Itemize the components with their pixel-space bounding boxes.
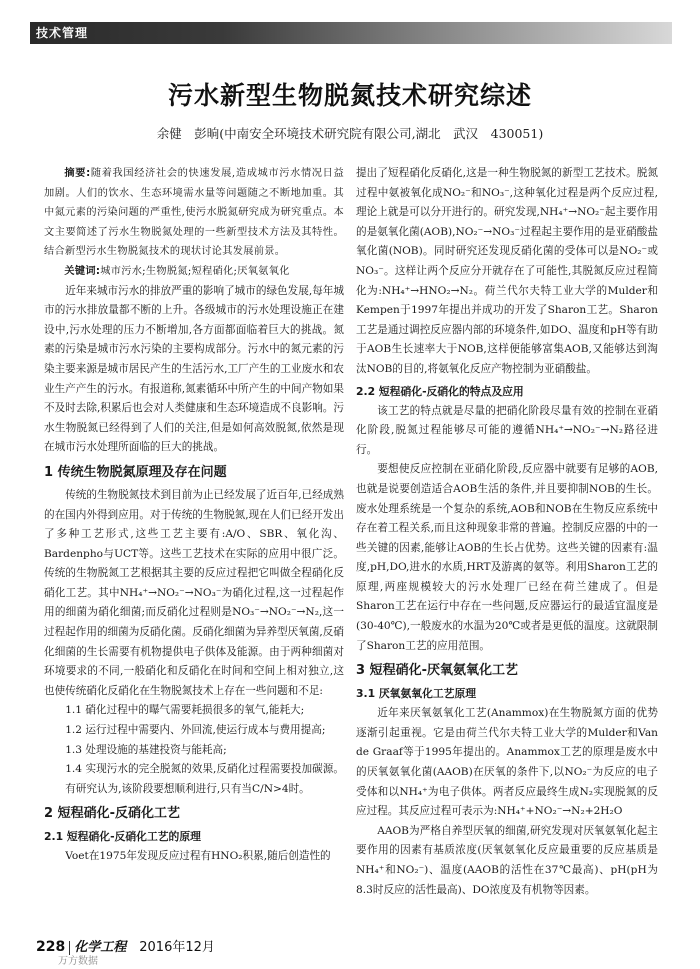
section-tag: 技术管理 xyxy=(36,26,89,40)
section-3-heading: 3 短程硝化-厌氧氨氧化工艺 xyxy=(356,663,518,679)
keywords-label: 关键词: xyxy=(64,265,101,277)
section-1-heading: 1 传统生物脱氮原理及存在问题 xyxy=(44,464,227,480)
list-item: 1.4 实现污水的完全脱氮的效果,反硝化过程需要投加碳源。有研究认为,该阶段要想顺利进行,只有当C/N>4时。 xyxy=(65,763,344,795)
issue-date: 2016年12月 xyxy=(139,940,215,955)
keywords-text: 城市污水;生物脱氮;短程硝化;厌氧氨氧化 xyxy=(100,265,290,277)
section-3-1-paragraph-2: AAOB为严格自养型厌氧的细菌,研究发现对厌氧氨氧化起主要作用的因素有基质浓度(厌氧氨氧化反应最重要的反应基质是NH₄⁺和NO₂⁻)、温度(AAOB的活性在37℃最高)、pH(pH为8.3时反应的活性最高)、DO浓度及有机物等因素。 xyxy=(356,824,658,896)
list-item: 1.2 运行过程中需要内、外回流,使运行成本与费用提高; xyxy=(65,724,326,737)
abstract xyxy=(44,164,344,262)
list-item: 1.1 硝化过程中的曝气需要耗损很多的氧气,能耗大; xyxy=(65,704,305,717)
magazine-name: 化学工程 xyxy=(74,940,127,955)
intro-paragraph: 近年来城市污水的排放严重的影响了城市的绿色发展,每年城市的污水排放量都不断的上升。各级城市的污水处理设施正在建设中,污水处理的压力不断增加,各方面都面临着巨大的挑战。氮素的污染是城市污水污染的主要构成部分。污水中的氮元素的污染主要来源是城市居民产生的生活污水,工厂产生的工业废水和农业生产产生的污水。有报道称,氮素循环中所产生的中间产物如果不及时去除,积累后也会对人类健康和生态环境造成不良影响。污水生物脱氮已经得到了人们的关注,但是如何高效脱氮,依然是现在城市污水处理所面临的巨大的挑战。 xyxy=(44,284,344,454)
abstract-text: 随着我国经济社会的快速发展,造成城市污水情况日益加剧。人们的饮水、生态环境需水量等问题随之不断地加重。其中氮元素的污染问题的严重性,使污水脱氮研究成为研究重点。本文主要简述了污水生物脱氮处理的一些新型技术方法及其特性。结合新型污水生物脱氮技术的现状讨论其发展前景。 xyxy=(44,168,345,258)
list-item: 1.3 处理设施的基建投资与能耗高; xyxy=(65,743,227,756)
page-number: 228 xyxy=(36,939,66,955)
section-2-2-heading: 2.2 短程硝化-反硝化的特点及应用 xyxy=(356,384,524,398)
continued-paragraph: 提出了短程硝化反硝化,这是一种生物脱氮的新型工艺技术。脱氮过程中氨被氧化成NO₂⁻和NO₃⁻,这种氧化过程是两个反应过程,理论上就是可以分开进行的。研究发现,NH₄⁺→NO₂⁻起主要作用的是氨氧化菌(AOB),NO₂⁻→NO₃⁻过程起主要作用的是亚硝酸盐氧化菌(NOB)。同时研究还发现反硝化菌的受体可以是NO₂⁻或NO₃⁻。这样让两个反应分开就存在了可能性,其脱氮反应过程简化为:NH₄⁺→HNO₂→N₂。荷兰代尔夫特工业大学的Mulder和Kempen于1997年提出并成功的开发了Sharon工艺。Sharon工艺是通过调控反应器内部的环境条件,如DO、温度和pH等有助于AOB生长速率大于NOB,这样便能够富集AOB,又能够达到淘汰NOB的目的,将氨氧化反应产物控制为亚硝酸盐。 xyxy=(356,167,658,375)
keywords xyxy=(44,262,344,282)
section-2-2-paragraph-2: 要想使反应控制在亚硝化阶段,反应器中就要有足够的AOB,也就是说要创造适合AOB生活的条件,并且要抑制NOB的生长。废水处理系统是一个复杂的系统,AOB和NOB在生物反应系统中存在着工程关系,而且这种现象非常的普遍。控制反应器的中的一些关键的因素,能够让AOB的生长占优势。这些关键的因素有:温度,pH,DO,进水的水质,HRT及游离的氨等。利用Sharon工艺的原理,两座规模较大的污水处理厂已经在荷兰建成了。但是Sharon工艺在运行中存在一些问题,反应器运行的最适宜温度是(30-40℃),一般废水的水温为20℃或者是更低的温度。这就限制了Sharon工艺的应用范围。 xyxy=(356,463,658,652)
section-1-paragraph: 传统的生物脱氮技术到目前为止已经发展了近百年,已经成熟的在国内外得到应用。对于传统的生物脱氮,现在人们已经开发出了多种工艺形式,这些工艺主要有:A/O、SBR、氧化沟、Bardenpho与UCT等。这些工艺技术在实际的应用中很广泛。传统的生物脱氮工艺根据其主要的反应过程把它叫做全程硝化反硝化工艺。其中NH₄⁺→NO₂⁻→NO₃⁻为硝化过程,这一过程起作用的细菌为硝化细菌;而反硝化过程则是NO₃⁻→NO₂⁻→N₂,这一过程起作用的细菌为反硝化菌。反硝化细菌为异养型厌氧菌,反硝化细菌的生长需要有机物提供电子供体及能源。由于两种细菌对环境要求的不同,一般硝化和反硝化在时间和空间上相对独立,这也使传统硝化反硝化在生物脱氮技术上存在一些问题和不足: xyxy=(44,488,344,697)
section-header-band xyxy=(30,22,672,44)
left-column xyxy=(44,164,344,867)
authors-line: 余健 彭晌(中南安全环境技术研究院有限公司,湖北 武汉 430051) xyxy=(156,126,544,141)
watermark: 万方数据 xyxy=(58,956,98,967)
section-3-1-paragraph-1: 近年来厌氧氨氧化工艺(Anammox)在生物脱氮方面的优势逐渐引起重视。它是由荷兰代尔夫特工业大学的Mulder和Van de Graaf等于1995年提出的。Anammox工艺的原理是废水中的厌氧氨氧化菌(AAOB)在厌氧的条件下,以NO₂⁻为反应的电子受体和以NH₄⁺为电子供体。两者反应最终生成N₂实现脱氮的反应过程。其反应过程可表示为:NH₄⁺+NO₂⁻→N₂+2H₂O xyxy=(356,707,658,818)
section-2-1-paragraph: Voet在1975年发现反应过程有HNO₂积累,随后创造性的 xyxy=(65,850,331,863)
section-2-1-heading: 2.1 短程硝化-反硝化工艺的原理 xyxy=(44,830,201,844)
section-2-heading: 2 短程硝化-反硝化工艺 xyxy=(44,806,180,822)
abstract-label: 摘要: xyxy=(64,168,91,179)
article-title: 污水新型生物脱氮技术研究综述 xyxy=(167,81,532,110)
right-column xyxy=(356,164,658,900)
section-3-1-heading: 3.1 厌氧氨氧化工艺原理 xyxy=(356,687,477,701)
section-2-2-paragraph-1: 该工艺的特点就是尽量的把硝化阶段尽量有效的控制在亚硝化阶段,脱氮过程能够尽可能的遵循NH₄⁺→NO₂⁻→N₂路径进行。 xyxy=(356,404,658,456)
